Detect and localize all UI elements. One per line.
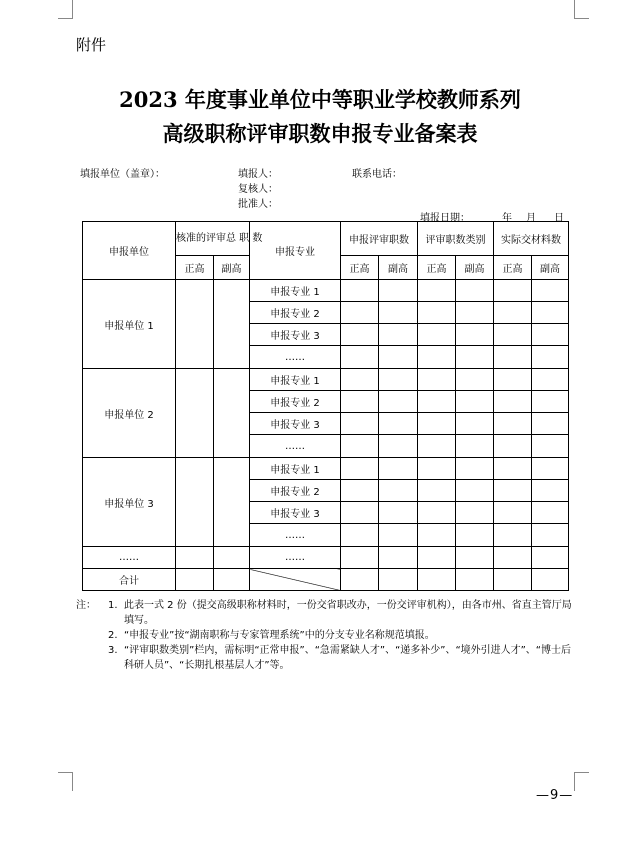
major-cell: …… bbox=[250, 524, 341, 547]
table-cell bbox=[341, 302, 379, 324]
major-cell: 申报专业 2 bbox=[250, 302, 341, 324]
table-cell bbox=[379, 435, 418, 458]
table-cell bbox=[456, 524, 494, 547]
major-cell: …… bbox=[250, 346, 341, 369]
approved-fugao-cell bbox=[214, 369, 250, 458]
table-cell bbox=[532, 480, 569, 502]
major-cell: 申报专业 1 bbox=[250, 280, 341, 302]
header-fugao: 副高 bbox=[214, 256, 250, 280]
table-cell bbox=[341, 413, 379, 435]
table-cell bbox=[379, 369, 418, 391]
table-cell bbox=[418, 547, 456, 569]
major-cell: 申报专业 1 bbox=[250, 369, 341, 391]
document-title-line1: 2023 年度事业单位中等职业学校教师系列 bbox=[119, 87, 521, 112]
table-cell bbox=[341, 458, 379, 480]
table-cell bbox=[456, 435, 494, 458]
table-cell bbox=[418, 480, 456, 502]
table-cell bbox=[532, 302, 569, 324]
header-post-category: 评审职数类别 bbox=[418, 222, 494, 256]
table-cell bbox=[532, 346, 569, 369]
table-cell bbox=[379, 391, 418, 413]
header-fugao: 副高 bbox=[532, 256, 569, 280]
header-declared-posts: 申报评审职数 bbox=[341, 222, 418, 256]
table-row bbox=[83, 458, 569, 480]
table-cell bbox=[379, 524, 418, 547]
table-cell bbox=[176, 569, 214, 591]
page-number: —9— bbox=[536, 788, 574, 803]
table-cell bbox=[418, 302, 456, 324]
table-cell bbox=[418, 458, 456, 480]
header-approved-total: 核准的评审总 职 数 bbox=[176, 222, 250, 256]
table-cell bbox=[379, 346, 418, 369]
table-cell bbox=[341, 502, 379, 524]
header-major: 申报专业 bbox=[250, 222, 341, 280]
table-cell bbox=[494, 502, 532, 524]
unit-cell: 申报单位 3 bbox=[83, 458, 176, 547]
header-zhenggao: 正高 bbox=[418, 256, 456, 280]
table-cell bbox=[494, 458, 532, 480]
approved-fugao-cell bbox=[214, 458, 250, 547]
field-approver-label: 批准人： bbox=[238, 199, 278, 210]
table-cell bbox=[494, 369, 532, 391]
table-row bbox=[83, 369, 569, 391]
field-contact-label: 联系电话： bbox=[352, 169, 402, 180]
crop-mark-top-left bbox=[58, 0, 73, 19]
table-cell bbox=[341, 547, 379, 569]
major-cell: …… bbox=[250, 547, 341, 569]
table-cell bbox=[379, 480, 418, 502]
field-filler-label: 填报人： bbox=[238, 169, 278, 180]
table-cell bbox=[532, 547, 569, 569]
table-row bbox=[83, 280, 569, 302]
crop-mark-bottom-right bbox=[574, 772, 589, 791]
table-cell bbox=[176, 547, 214, 569]
table-cell bbox=[341, 324, 379, 346]
table-row bbox=[83, 547, 569, 569]
table-cell bbox=[494, 346, 532, 369]
table-cell bbox=[456, 502, 494, 524]
table-cell bbox=[456, 369, 494, 391]
notes-lead: 注： bbox=[76, 600, 96, 611]
field-date-label: 填报日期： bbox=[420, 213, 470, 224]
note-number: 2. bbox=[108, 630, 118, 641]
table-cell bbox=[418, 569, 456, 591]
table-cell bbox=[532, 324, 569, 346]
table-cell bbox=[418, 435, 456, 458]
table-cell bbox=[532, 458, 569, 480]
approved-zhenggao-cell bbox=[176, 369, 214, 458]
table-cell bbox=[341, 346, 379, 369]
header-fugao: 副高 bbox=[379, 256, 418, 280]
unit-cell: …… bbox=[83, 547, 176, 569]
table-cell bbox=[341, 280, 379, 302]
major-cell: 申报专业 3 bbox=[250, 324, 341, 346]
header-actual-count: 实际交材料数 bbox=[494, 222, 569, 256]
table-cell bbox=[418, 524, 456, 547]
table-cell bbox=[379, 502, 418, 524]
major-cell: 申报专业 3 bbox=[250, 413, 341, 435]
table-cell bbox=[456, 302, 494, 324]
field-date-day: 日 bbox=[554, 213, 564, 224]
table-cell bbox=[456, 391, 494, 413]
document-title-line2: 高级职称评审职数申报专业备案表 bbox=[162, 121, 478, 146]
table-cell bbox=[494, 302, 532, 324]
table-cell bbox=[532, 280, 569, 302]
table-cell bbox=[494, 391, 532, 413]
table-cell bbox=[341, 524, 379, 547]
header-zhenggao: 正高 bbox=[341, 256, 379, 280]
table-cell bbox=[494, 569, 532, 591]
table-cell bbox=[532, 435, 569, 458]
table-cell bbox=[532, 391, 569, 413]
note-text: “评审职数类别”栏内，需标明“正常申报”、“急需紧缺人才”、“递多补少”、“境外引进人才”、“博士后科研人员”、“长期扎根基层人才”等。 bbox=[124, 645, 571, 671]
note-number: 1. bbox=[108, 600, 118, 611]
table-cell bbox=[379, 547, 418, 569]
diagonal-cell bbox=[250, 569, 341, 591]
table-cell bbox=[418, 369, 456, 391]
table-cell bbox=[456, 280, 494, 302]
table-cell bbox=[379, 569, 418, 591]
field-date-year: 年 bbox=[502, 213, 512, 224]
note-text: 此表一式 2 份（提交高级职称材料时，一份交省职改办，一份交评审机构），由各市州、省直主管厅局填写。 bbox=[124, 600, 572, 626]
major-cell: 申报专业 2 bbox=[250, 480, 341, 502]
table-cell bbox=[379, 324, 418, 346]
major-cell: 申报专业 1 bbox=[250, 458, 341, 480]
table-cell bbox=[379, 458, 418, 480]
table-cell bbox=[532, 369, 569, 391]
table-cell bbox=[341, 435, 379, 458]
approved-zhenggao-cell bbox=[176, 458, 214, 547]
table-cell bbox=[494, 324, 532, 346]
table-cell bbox=[532, 413, 569, 435]
table-cell bbox=[494, 480, 532, 502]
notes bbox=[76, 598, 576, 673]
note-item bbox=[76, 598, 576, 628]
table-cell bbox=[418, 324, 456, 346]
field-reviewer-label: 复核人： bbox=[238, 184, 278, 195]
table-cell bbox=[456, 547, 494, 569]
note-number: 3. bbox=[108, 645, 118, 656]
table-cell bbox=[456, 569, 494, 591]
total-label-cell: 合计 bbox=[83, 569, 176, 591]
table-cell bbox=[379, 280, 418, 302]
table-cell bbox=[214, 569, 250, 591]
table-cell bbox=[456, 324, 494, 346]
header-unit: 申报单位 bbox=[83, 222, 176, 280]
approved-fugao-cell bbox=[214, 280, 250, 369]
note-text: “申报专业”按“湖南职称与专家管理系统”中的分支专业名称规范填报。 bbox=[124, 630, 435, 641]
table-cell bbox=[494, 413, 532, 435]
approved-zhenggao-cell bbox=[176, 280, 214, 369]
header-zhenggao: 正高 bbox=[176, 256, 214, 280]
crop-mark-top-right bbox=[574, 0, 589, 19]
table-cell bbox=[532, 524, 569, 547]
field-date-month: 月 bbox=[526, 213, 536, 224]
unit-cell: 申报单位 1 bbox=[83, 280, 176, 369]
header-zhenggao: 正高 bbox=[494, 256, 532, 280]
crop-mark-bottom-left bbox=[58, 772, 73, 791]
major-cell: 申报专业 2 bbox=[250, 391, 341, 413]
attachment-label: 附件 bbox=[76, 36, 107, 54]
unit-cell: 申报单位 2 bbox=[83, 369, 176, 458]
table-cell bbox=[456, 413, 494, 435]
field-unit-label: 填报单位（盖章）： bbox=[80, 169, 165, 180]
table-cell bbox=[532, 502, 569, 524]
header-fugao: 副高 bbox=[456, 256, 494, 280]
table-cell bbox=[341, 569, 379, 591]
table-cell bbox=[341, 480, 379, 502]
table-cell bbox=[418, 391, 456, 413]
total-row bbox=[83, 569, 569, 591]
table-cell bbox=[379, 413, 418, 435]
table-cell bbox=[418, 346, 456, 369]
table-cell bbox=[418, 413, 456, 435]
table-cell bbox=[341, 369, 379, 391]
major-cell: 申报专业 3 bbox=[250, 502, 341, 524]
table-cell bbox=[214, 547, 250, 569]
table-cell bbox=[418, 280, 456, 302]
table-cell bbox=[532, 569, 569, 591]
table-cell bbox=[341, 391, 379, 413]
table-cell bbox=[494, 435, 532, 458]
filing-table bbox=[82, 221, 569, 591]
table-cell bbox=[456, 458, 494, 480]
note-item bbox=[76, 643, 576, 673]
note-item bbox=[76, 628, 576, 643]
major-cell: …… bbox=[250, 435, 341, 458]
table-cell bbox=[456, 480, 494, 502]
table-cell bbox=[494, 547, 532, 569]
table-cell bbox=[494, 524, 532, 547]
table-cell bbox=[494, 280, 532, 302]
table-cell bbox=[456, 346, 494, 369]
table-cell bbox=[418, 502, 456, 524]
table-cell bbox=[379, 302, 418, 324]
